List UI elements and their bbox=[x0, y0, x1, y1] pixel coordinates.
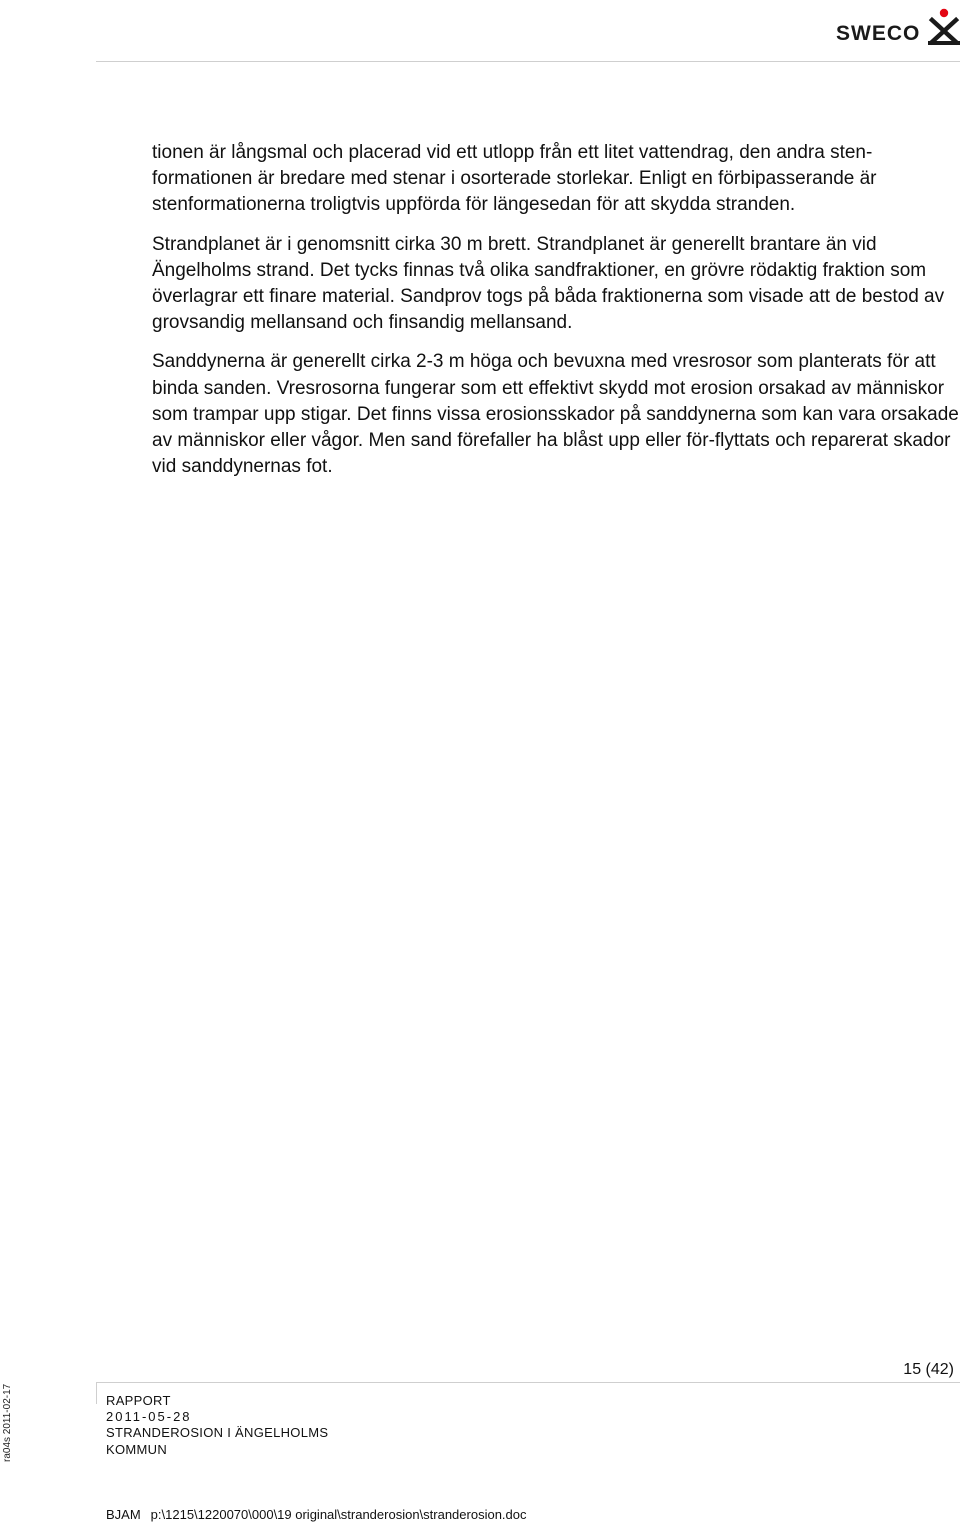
paragraph-3: Sanddynerna är generellt cirka 2-3 m höga och bevuxna med vresrosor som planterats för att binda sanden. Vresrosorna fungerar som ett effektivt skydd mot erosion orsakad av människor som trampar upp stigar. Det finns vissa erosionsskador på sanddynerna som kan vara orsakade av människor eller vågor. Men sand förefaller ha blåst upp eller för-flyttats och reparerat skador vid sanddynernas fot. bbox=[152, 351, 959, 478]
footer-divider-vertical bbox=[96, 1382, 97, 1404]
footer-divider bbox=[96, 1382, 960, 1383]
template-stamp: ra04s 2011-02-17 bbox=[2, 1383, 13, 1462]
logo-text: SWECO bbox=[836, 22, 921, 45]
document-type: RAPPORT bbox=[106, 1393, 171, 1408]
author-initials: BJAM bbox=[106, 1507, 141, 1522]
body-text bbox=[152, 140, 960, 493]
document-title-line-1: STRANDEROSION I ÄNGELHOLMS bbox=[106, 1425, 329, 1441]
page-number: 15 (42) bbox=[903, 1361, 954, 1378]
footer-info bbox=[106, 1393, 328, 1458]
sweco-logo bbox=[836, 8, 960, 48]
paragraph-2: Strandplanet är i genomsnitt cirka 30 m brett. Strandplanet är generellt brantare än vid Ängelholms strand. Det tycks finnas två olika sandfraktioner, en grövre rödaktig fraktion som överlagrar ett finare material. Sandprov togs på båda fraktionerna som visade att de bestod av grovsandig mellansand och finsandig mellansand. bbox=[152, 233, 945, 334]
document-date: 2011-05-28 bbox=[106, 1409, 192, 1425]
header-divider bbox=[96, 61, 960, 62]
document-title-line-2: KOMMUN bbox=[106, 1441, 168, 1457]
paragraph-1: tionen är långsmal och placerad vid ett utlopp från ett litet vattendrag, den andra sten-formationen är bredare med stenar i osorterade storlekar. Enligt en förbipasserande är stenformationerna troligtvis uppförda för längesedan för att skydda stranden. bbox=[152, 142, 877, 216]
sweco-person-icon bbox=[928, 8, 960, 46]
file-path: p:\1215\1220070\000\19 original\stranderosion\stranderosion.doc bbox=[150, 1507, 527, 1522]
